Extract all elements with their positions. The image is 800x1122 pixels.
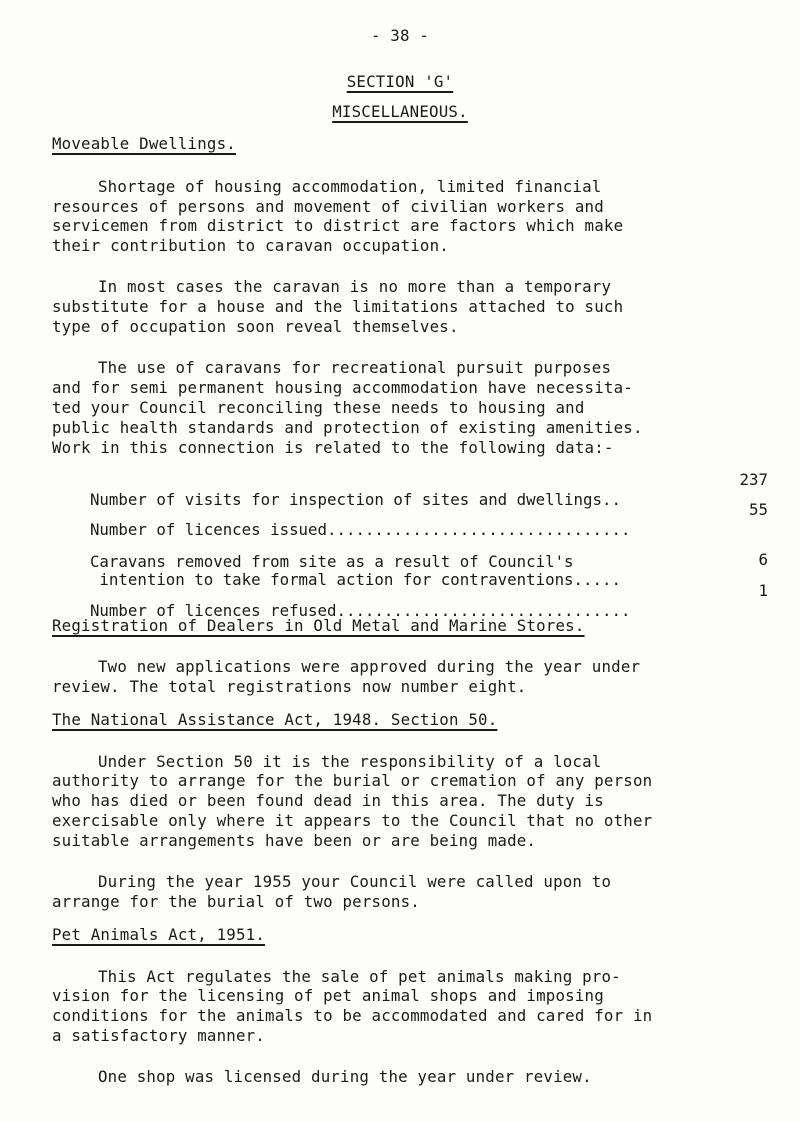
stats-value: 6 bbox=[758, 550, 768, 569]
stats-value: 55 bbox=[749, 500, 768, 519]
paragraph-line: vision for the licensing of pet animal shops and imposing bbox=[52, 986, 604, 1005]
paragraph-line: Two new applications were approved during the year under bbox=[98, 657, 641, 676]
pet-animals-heading: Pet Animals Act, 1951. bbox=[52, 925, 266, 944]
stats-label: Number of visits for inspection of sites and dwellings.. bbox=[89, 490, 621, 509]
paragraph-line: In most cases the caravan is no more than a temporary bbox=[98, 277, 612, 296]
paragraph-line: conditions for the animals to be accommodated and cared for in bbox=[52, 1006, 653, 1025]
paragraph-line: type of occupation soon reveal themselves. bbox=[52, 317, 459, 336]
paragraph-line: This Act regulates the sale of pet animals making pro- bbox=[98, 967, 621, 986]
stats-label: intention to take formal action for contraventions..... bbox=[89, 570, 621, 589]
paragraph-line: a satisfactory manner. bbox=[52, 1026, 266, 1045]
paragraph-line: ted your Council reconciling these needs to housing and bbox=[52, 398, 585, 417]
paragraph-line: During the year 1955 your Council were called upon to bbox=[98, 872, 612, 891]
paragraph-line: exercisable only where it appears to the Council that no other bbox=[52, 811, 653, 830]
paragraph-line: who has died or been found dead in this area. The duty is bbox=[52, 791, 604, 810]
section-subtitle: MISCELLANEOUS. bbox=[332, 102, 468, 121]
paragraph-line: and for semi permanent housing accommodation have necessita- bbox=[52, 378, 633, 397]
paragraph-line: public health standards and protection of existing amenities. bbox=[52, 418, 643, 437]
paragraph-line: Shortage of housing accommodation, limited financial bbox=[98, 177, 602, 196]
paragraph-line: Work in this connection is related to the following data:- bbox=[52, 438, 614, 457]
paragraph-line: authority to arrange for the burial or cremation of any person bbox=[52, 771, 653, 790]
paragraph-line: suitable arrangements have been or are being made. bbox=[52, 831, 537, 850]
paragraph-line: The use of caravans for recreational pursuit purposes bbox=[98, 358, 612, 377]
paragraph-line: review. The total registrations now number eight. bbox=[52, 677, 527, 696]
section-title: SECTION 'G' bbox=[346, 72, 454, 91]
paragraph-line: resources of persons and movement of civilian workers and bbox=[52, 197, 604, 216]
stats-label: Number of licences refused............................... bbox=[89, 601, 631, 620]
moveable-dwellings-heading: Moveable Dwellings. bbox=[52, 134, 236, 153]
registration-heading: Registration of Dealers in Old Metal and Marine Stores. bbox=[52, 616, 585, 635]
paragraph-line: substitute for a house and the limitations attached to such bbox=[52, 297, 624, 316]
stats-label: Caravans removed from site as a result of Council's bbox=[89, 552, 574, 571]
page-number: - 38 - bbox=[370, 26, 430, 45]
stats-value: 1 bbox=[758, 581, 768, 600]
stats-value: 237 bbox=[739, 470, 768, 489]
paragraph-line: One shop was licensed during the year under review. bbox=[98, 1067, 592, 1086]
paragraph-line: arrange for the burial of two persons. bbox=[52, 892, 420, 911]
national-assistance-heading: The National Assistance Act, 1948. Section 50. bbox=[52, 710, 498, 729]
paragraph-line: their contribution to caravan occupation. bbox=[52, 236, 449, 255]
paragraph-line: servicemen from district to district are factors which make bbox=[52, 216, 624, 235]
stats-label: Number of licences issued................................ bbox=[89, 520, 631, 539]
paragraph-line: Under Section 50 it is the responsibility of a local bbox=[98, 752, 602, 771]
